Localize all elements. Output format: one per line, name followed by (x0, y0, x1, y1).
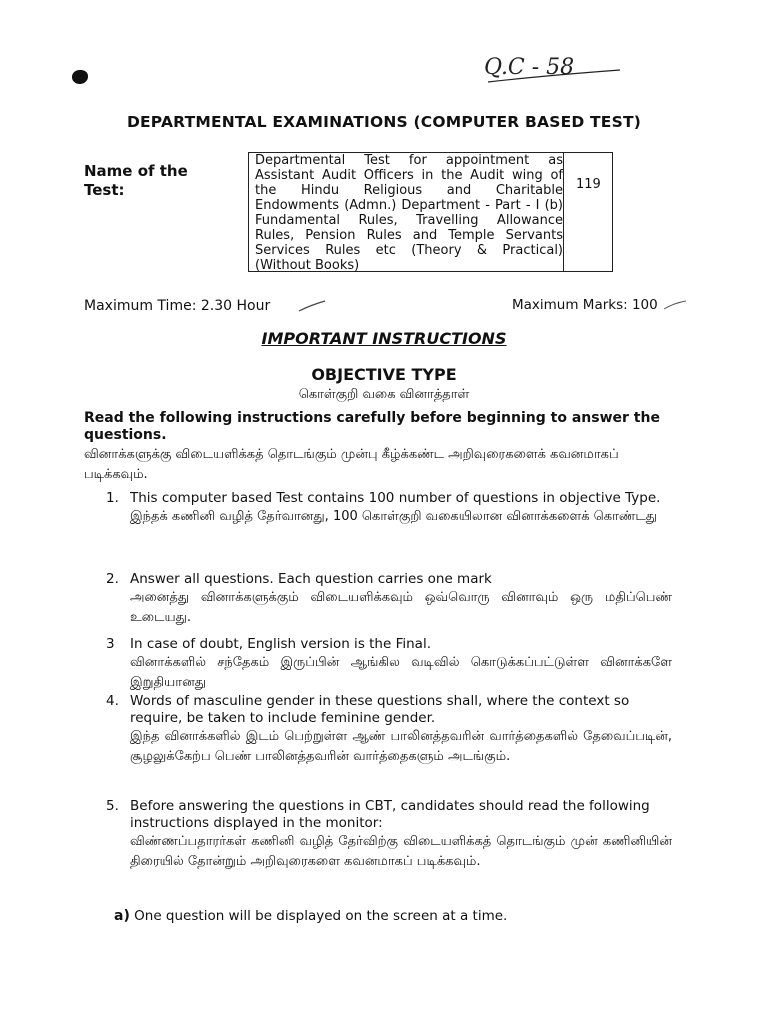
objective-type-tamil: கொள்குறி வகை வினாத்தாள் (298, 387, 470, 402)
svg-text:Q.C - 58: Q.C - 58 (484, 55, 575, 80)
test-info-box (248, 152, 613, 272)
item-tamil: அனைத்து வினாக்களுக்கும் விடையளிக்கவும் ஒவ்வொரு வினாவும் ஒரு மதிப்பெண் உடையது. (130, 590, 672, 625)
ink-blot (72, 70, 88, 84)
item-number: 3 (106, 636, 115, 652)
tick-mark-icon (662, 299, 688, 311)
item-english: This computer based Test contains 100 number of questions in objective Type. (130, 490, 661, 506)
item-tamil: விண்ணப்பதாரர்கள் கணினி வழித் தேர்விற்கு விடையளிக்கத் தொடங்கும் முன் கணினியின் திரையில் தோன்றும் அறிவுரைகளை கவனமாகப் படிக்கவும். (130, 834, 672, 869)
handwritten-note-drawing (480, 40, 630, 90)
item-english: Before answering the questions in CBT, candidates should read the following instructions displayed in the monitor: (130, 798, 650, 831)
max-marks-text: Maximum Marks: 100 (512, 297, 658, 313)
max-time-text: Maximum Time: 2.30 Hour (84, 298, 271, 314)
item-number: 5. (106, 798, 119, 814)
item-tamil: இந்த வினாக்களில் இடம் பெற்றுள்ள ஆண் பாலினத்தவரின் வார்த்தைகளில் தேவைப்படின், சூழலுக்கேற்ப பெண் பாலினத்தவரின் வார்த்தைகளும் அடங்கும். (130, 729, 672, 764)
instruction-item (106, 636, 672, 693)
item-number: 1. (106, 490, 119, 506)
read-instructions-tamil: வினாக்களுக்கு விடையளிக்கத் தொடங்கும் முன்பு கீழ்க்கண்ட அறிவுரைகளைக் கவனமாகப் படிக்கவும். (84, 447, 619, 482)
test-name-label (84, 162, 214, 200)
item-number: 4. (106, 693, 119, 709)
sub-instruction-label: a) (114, 908, 130, 924)
instruction-item (106, 693, 672, 767)
test-code-value: 119 (576, 177, 601, 192)
item-english: Words of masculine gender in these questions shall, where the context so require, be taken to include feminine gender. (130, 693, 630, 726)
tick-mark-icon (297, 299, 327, 313)
sub-instruction-text: One question will be displayed on the screen at a time. (134, 908, 508, 924)
instruction-item (106, 798, 672, 872)
test-description: Departmental Test for appointment as Assistant Audit Officers in the Audit wing of the Hindu Religious and Charitable Endowments (Admn.) Department - Part - I (b) Fundamental Rules, Travelling Allowance Rules, Pension Rules and Temple Servants Services Rules etc (Theory & Practical) (Without Books) (249, 153, 564, 271)
test-name-label-line1: Name of the (84, 162, 188, 180)
max-time (84, 298, 327, 314)
handwritten-note (480, 40, 630, 90)
test-name-label-line2: Test: (84, 181, 125, 199)
item-english: Answer all questions. Each question carries one mark (130, 571, 492, 587)
test-code (564, 153, 612, 271)
read-instructions-english: Read the following instructions carefully before beginning to answer the questions. (84, 410, 660, 443)
sub-instruction-a (114, 908, 674, 924)
max-marks (512, 297, 688, 313)
item-english: In case of doubt, English version is the Final. (130, 636, 431, 652)
item-tamil: வினாக்களில் சந்தேகம் இருப்பின் ஆங்கில வடிவில் கொடுக்கப்பட்டுள்ள வினாக்களே இறுதியானது (130, 655, 672, 690)
item-number: 2. (106, 571, 119, 587)
instructions-title: IMPORTANT INSTRUCTIONS (261, 329, 507, 348)
objective-type-heading: OBJECTIVE TYPE (311, 365, 457, 384)
instruction-item (106, 571, 672, 628)
item-tamil: இந்தக் கணினி வழித் தேர்வானது, 100 கொள்குறி வகையிலான வினாக்களைக் கொண்டது (130, 509, 658, 524)
instruction-item (106, 490, 672, 527)
page-heading: DEPARTMENTAL EXAMINATIONS (COMPUTER BASED TEST) (126, 113, 642, 131)
